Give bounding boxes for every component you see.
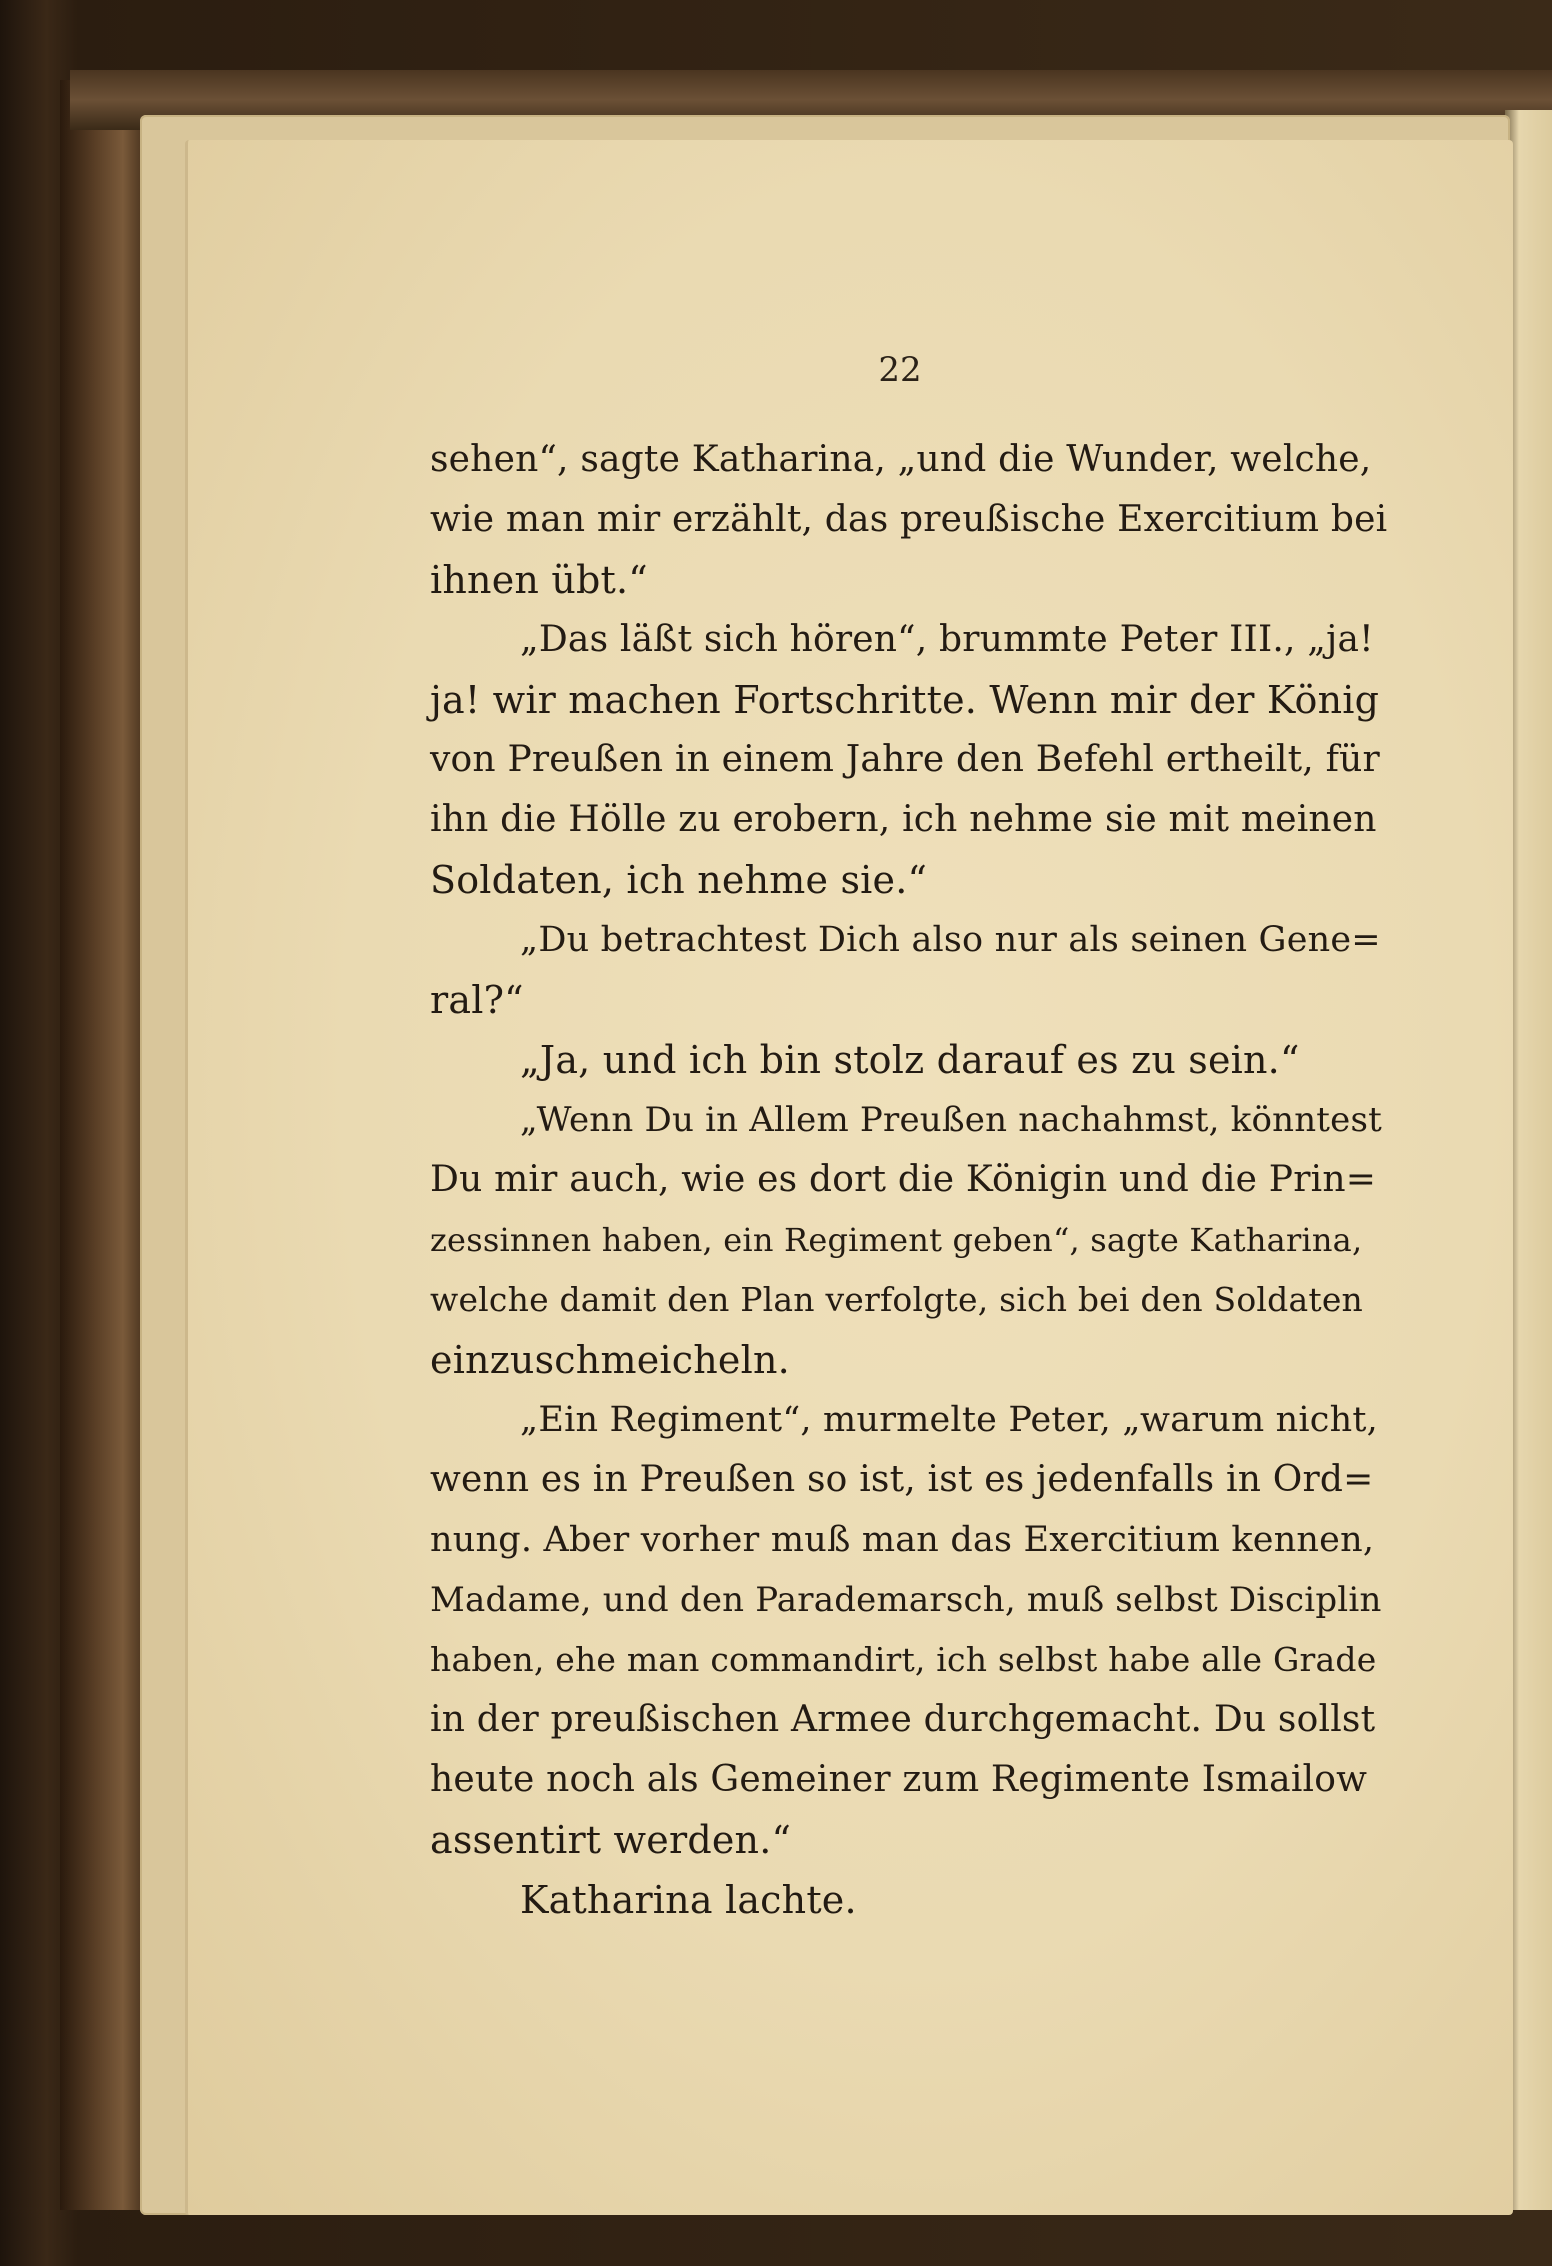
text-line: wenn es in Preußen so ist, ist es jedenfalls in Ord= [430,1459,1374,1500]
text-line: welche damit den Plan verfolgte, sich bei den Soldaten [430,1280,1364,1319]
text-line: nung. Aber vorher muß man das Exercitium kennen, [430,1520,1375,1560]
text-line: heute noch als Gemeiner zum Regimente Ismailow [430,1759,1368,1800]
text-line: Soldaten, ich nehme sie.“ [430,858,928,902]
text-line: wie man mir erzählt, das preußische Exercitium bei [430,499,1388,540]
text-line: ihnen übt.“ [430,558,648,602]
text-line: „Wenn Du in Allem Preußen nachahmst, könntest [520,1100,1383,1140]
text-line: zessinnen haben, ein Regiment geben“, sagte Katharina, [430,1221,1363,1259]
text-line: einzuschmeicheln. [430,1338,790,1382]
page-text [430,430,1390,1930]
text-line: von Preußen in einem Jahre den Befehl ertheilt, für [430,739,1380,780]
text-line: ihn die Hölle zu erobern, ich nehme sie mit meinen [430,799,1377,840]
text-line: sehen“, sagte Katharina, „und die Wunder, welche, [430,439,1372,480]
text-line: Du mir auch, wie es dort die Königin und die Prin= [430,1159,1377,1200]
text-line: haben, ehe man commandirt, ich selbst habe alle Grade [430,1640,1377,1679]
text-line: ral?“ [430,978,524,1022]
text-line: „Ja, und ich bin stolz darauf es zu sein.“ [520,1038,1300,1082]
text-line: Madame, und den Parademarsch, muß selbst Disciplin [430,1580,1382,1620]
text-line: assentirt werden.“ [430,1818,792,1862]
page-number: 22 [878,350,922,390]
text-line: „Das läßt sich hören“, brummte Peter III., „ja! [520,619,1374,660]
text-line: ja! wir machen Fortschritte. Wenn mir der König [430,678,1380,722]
text-line: in der preußischen Armee durchgemacht. Du sollst [430,1699,1376,1740]
book-binding [60,80,150,2210]
text-line: Katharina lachte. [520,1878,857,1922]
text-line: „Ein Regiment“, murmelte Peter, „warum nicht, [520,1400,1378,1440]
text-line: „Du betrachtest Dich also nur als seinen Gene= [520,920,1381,960]
